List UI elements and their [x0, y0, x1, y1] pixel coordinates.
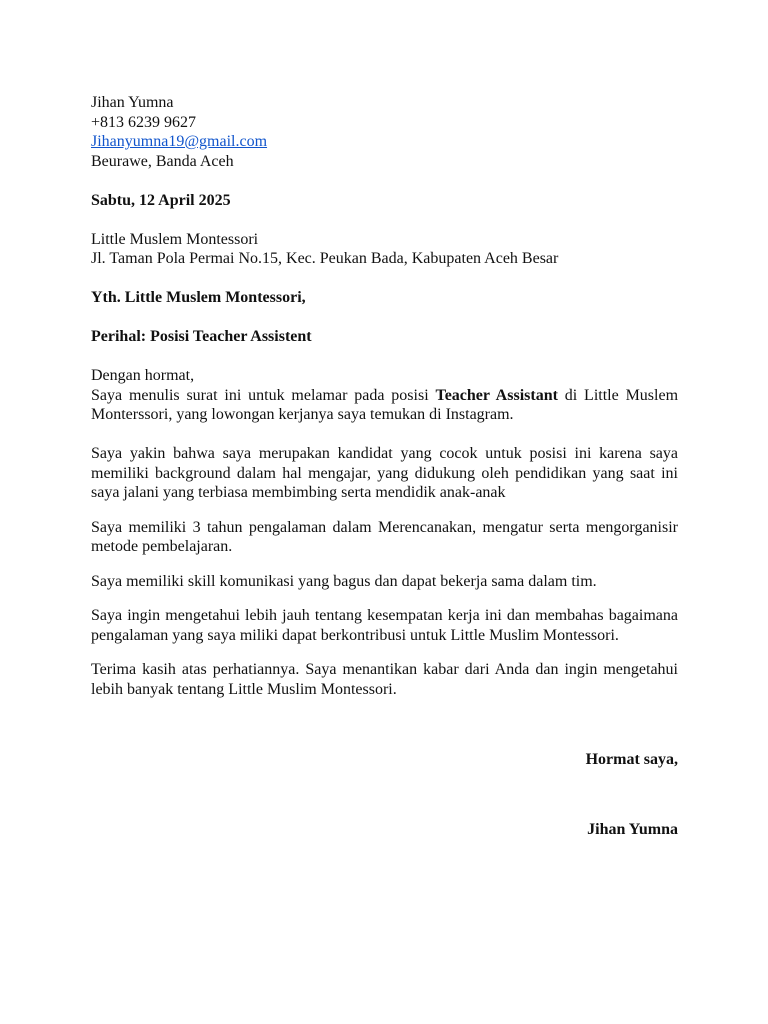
letter-page	[91, 93, 678, 839]
paragraph-5: Saya ingin mengetahui lebih jauh tentang kesempatan kerja ini dan membahas bagaimana pengalaman yang saya miliki dapat berkontribusi untuk Little Muslim Montessori.	[91, 607, 678, 644]
greeting: Dengan hormat,	[91, 367, 195, 384]
paragraph-1: Saya menulis surat ini untuk melamar pada posisi Teacher Assistant di Little Muslem Monterssori, yang lowongan kerjanya saya temukan di Instagram.	[91, 386, 679, 423]
paragraph-4: Saya memiliki skill komunikasi yang bagus dan dapat bekerja sama dalam tim.	[91, 572, 597, 590]
recipient-address: Jl. Taman Pola Permai No.15, Kec. Peukan Bada, Kabupaten Aceh Besar	[91, 250, 559, 267]
paragraph-6: Terima kasih atas perhatiannya. Saya menantikan kabar dari Anda dan ingin mengetahui lebih banyak tentang Little Muslim Montessori.	[91, 661, 678, 698]
paragraph-3: Saya memiliki 3 tahun pengalaman dalam Merencanakan, mengatur serta mengorganisir metode pembelajaran.	[91, 518, 678, 555]
recipient-name: Little Muslem Montessori	[91, 230, 259, 248]
sender-name: Jihan Yumna	[91, 94, 174, 111]
position-highlight: Teacher Assistant	[435, 386, 558, 404]
paragraph-2: Saya yakin bahwa saya merupakan kandidat yang cocok untuk posisi ini karena saya memiliki background dalam hal mengajar, yang didukung oleh pendidikan yang saat ini saya jalani yang terbiasa membimbing serta mendidik anak-anak	[91, 445, 678, 501]
salutation: Yth. Little Muslem Montessori,	[91, 289, 306, 306]
sender-email-link[interactable]: Jihanyumna19@gmail.com	[91, 133, 268, 150]
recipient-block	[91, 230, 678, 269]
signature-name: Jihan Yumna	[587, 820, 678, 838]
sender-block	[91, 93, 678, 171]
closing: Hormat saya,	[585, 751, 678, 768]
sender-address: Beurawe, Banda Aceh	[91, 152, 234, 170]
letter-date: Sabtu, 12 April 2025	[91, 191, 231, 209]
subject-line: Perihal: Posisi Teacher Assistent	[91, 328, 312, 345]
sender-phone: +813 6239 9627	[91, 113, 197, 131]
